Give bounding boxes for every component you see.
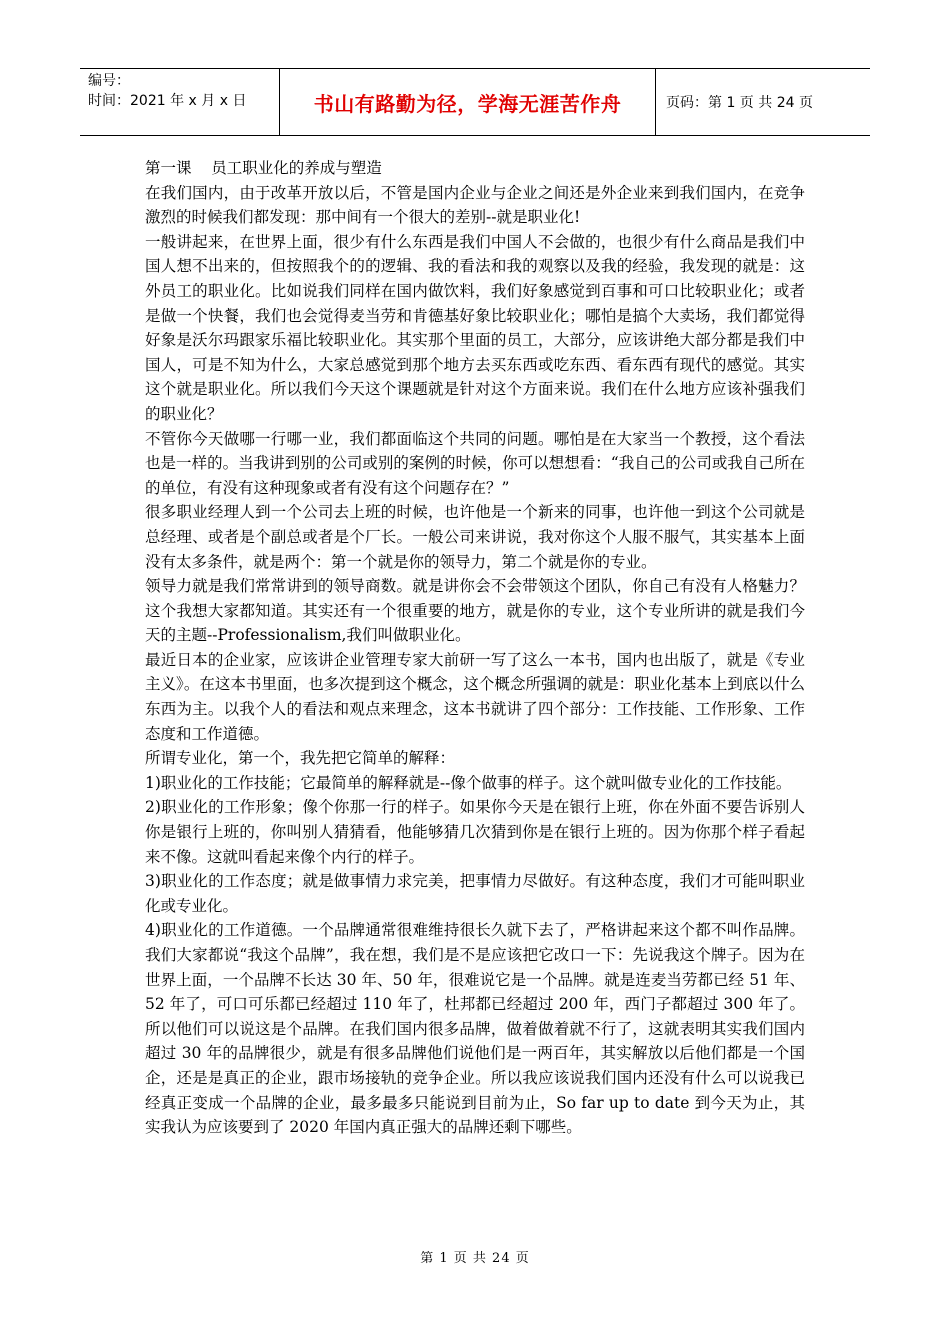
paragraph: 在我们国内，由于改革开放以后，不管是国内企业与企业之间还是外企业来到我们国内，在竞争激烈的时候我们都发现：那中间有一个很大的差别--就是职业化! xyxy=(145,183,805,227)
document-date: 时间：2021 年 x 月 x 日 xyxy=(88,93,247,109)
paragraph: 3)职业化的工作态度；就是做事情力求完美，把事情力尽做好。有这种态度，我们才可能叫职业化或专业化。 xyxy=(145,872,805,915)
article-body xyxy=(145,156,805,1140)
paragraph: 最近日本的企业家，应该讲企业管理专家大前研一写了这么一本书，国内也出版了，就是《专业主义》。在这本书里面，也多次提到这个概念，这个概念所强调的就是：职业化基本上到底以什么东西为主。以我个人的看法和观点来理念，这本书就讲了四个部分：工作技能、工作形象、工作态度和工作道德。 xyxy=(145,650,805,743)
paragraph: 很多职业经理人到一个公司去上班的时候，也许他是一个新来的同事，也许他一到这个公司就是总经理、或者是个副总或者是个厂长。一般公司来讲说，我对你这个人服不服气，其实基本上面没有太多条件，就是两个：第一个就是你的领导力，第二个就是你的专业。 xyxy=(145,503,805,571)
paragraph: 一般讲起来，在世界上面，很少有什么东西是我们中国人不会做的，也很少有什么商品是我们中国人想不出来的，但按照我个的的逻辑、我的看法和我的观察以及我的经验，我发现的就是：这外员工的职业化。比如说我们同样在国内做饮料，我们好象感觉到百事和可口比较职业化；或者是做一个快餐，我们也会觉得麦当劳和肯德基好象比较职业化；哪怕是搞个大卖场，我们都觉得好象是沃尔玛跟家乐福比较职业化。其实那个里面的员工，大部分，应该讲绝大部分都是我们中国人，可是不知为什么，大家总感觉到那个地方去买东西或吃东西、看东西有现代的感觉。其实这个就是职业化。所以我们今天这个课题就是针对这个方面来说。我们在什么地方应该补强我们的职业化？ xyxy=(145,232,805,423)
header-meta xyxy=(80,69,280,135)
paragraph: 领导力就是我们常常讲到的领导商数。就是讲你会不会带领这个团队，你自己有没有人格魅力？这个我想大家都知道。其实还有一个很重要的地方，就是你的专业，这个专业所讲的就是我们今天的主题--Professionalism,我们叫做职业化。 xyxy=(145,577,805,645)
document-number-label: 编号： xyxy=(88,73,130,89)
header-motto: 书山有路勤为径，学海无涯苦作舟 xyxy=(280,69,656,135)
paragraph: 4)职业化的工作道德。一个品牌通常很难维持很长久就下去了，严格讲起来这个都不叫作品牌。我们大家都说“我这个品牌”，我在想，我们是不是应该把它改口一下：先说我这个牌子。因为在世界上面，一个品牌不长达 30 年、50 年，很难说它是一个品牌。就是连麦当劳都已经 51 年、52 年了，可口可乐都已经超过 110 年了，杜邦都已经超过 200 年，西门子都超过 300 年了。所以他们可以说这是个品牌。在我们国内很多品牌，做着做着就不行了，这就表明其实我们国内超过 30 年的品牌很少，就是有很多品牌他们说他们是一两百年，其实解放以后他们都是一个国企，还是是真正的企业，跟市场接轨的竞争企业。所以我应该说我们国内还没有什么可以说我已经真正变成一个品牌的企业，最多最多只能说到目前为止，So far up to date 到今天为止，其实我认为应该要到了 2020 年国内真正强大的品牌还剩下哪些。 xyxy=(145,921,805,1137)
page-footer: 第 1 页 共 24 页 xyxy=(420,1251,530,1266)
paragraph: 1)职业化的工作技能；它最简单的解释就是--像个做事的样子。这个就叫做专业化的工作技能。 xyxy=(145,773,792,792)
page-header xyxy=(80,68,870,136)
article-title: 第一课 员工职业化的养成与塑造 xyxy=(145,159,382,177)
paragraph: 不管你今天做哪一行哪一业，我们都面临这个共同的问题。哪怕是在大家当一个教授，这个看法也是一样的。当我讲到别的公司或别的案例的时候，你可以想想看：“我自己的公司或我自己所在的单位，有没有这种现象或者有没有这个问题存在？” xyxy=(145,429,805,497)
header-page-info: 页码：第 1 页 共 24 页 xyxy=(666,95,813,111)
paragraph: 所谓专业化，第一个，我先把它简单的解释： xyxy=(145,749,456,768)
paragraph: 2)职业化的工作形象；像个你那一行的样子。如果你今天是在银行上班，你在外面不要告诉别人你是银行上班的，你叫别人猜猜看，他能够猜几次猜到你是在银行上班的。因为你那个样子看起来不像。这就叫看起来像个内行的样子。 xyxy=(145,798,805,866)
